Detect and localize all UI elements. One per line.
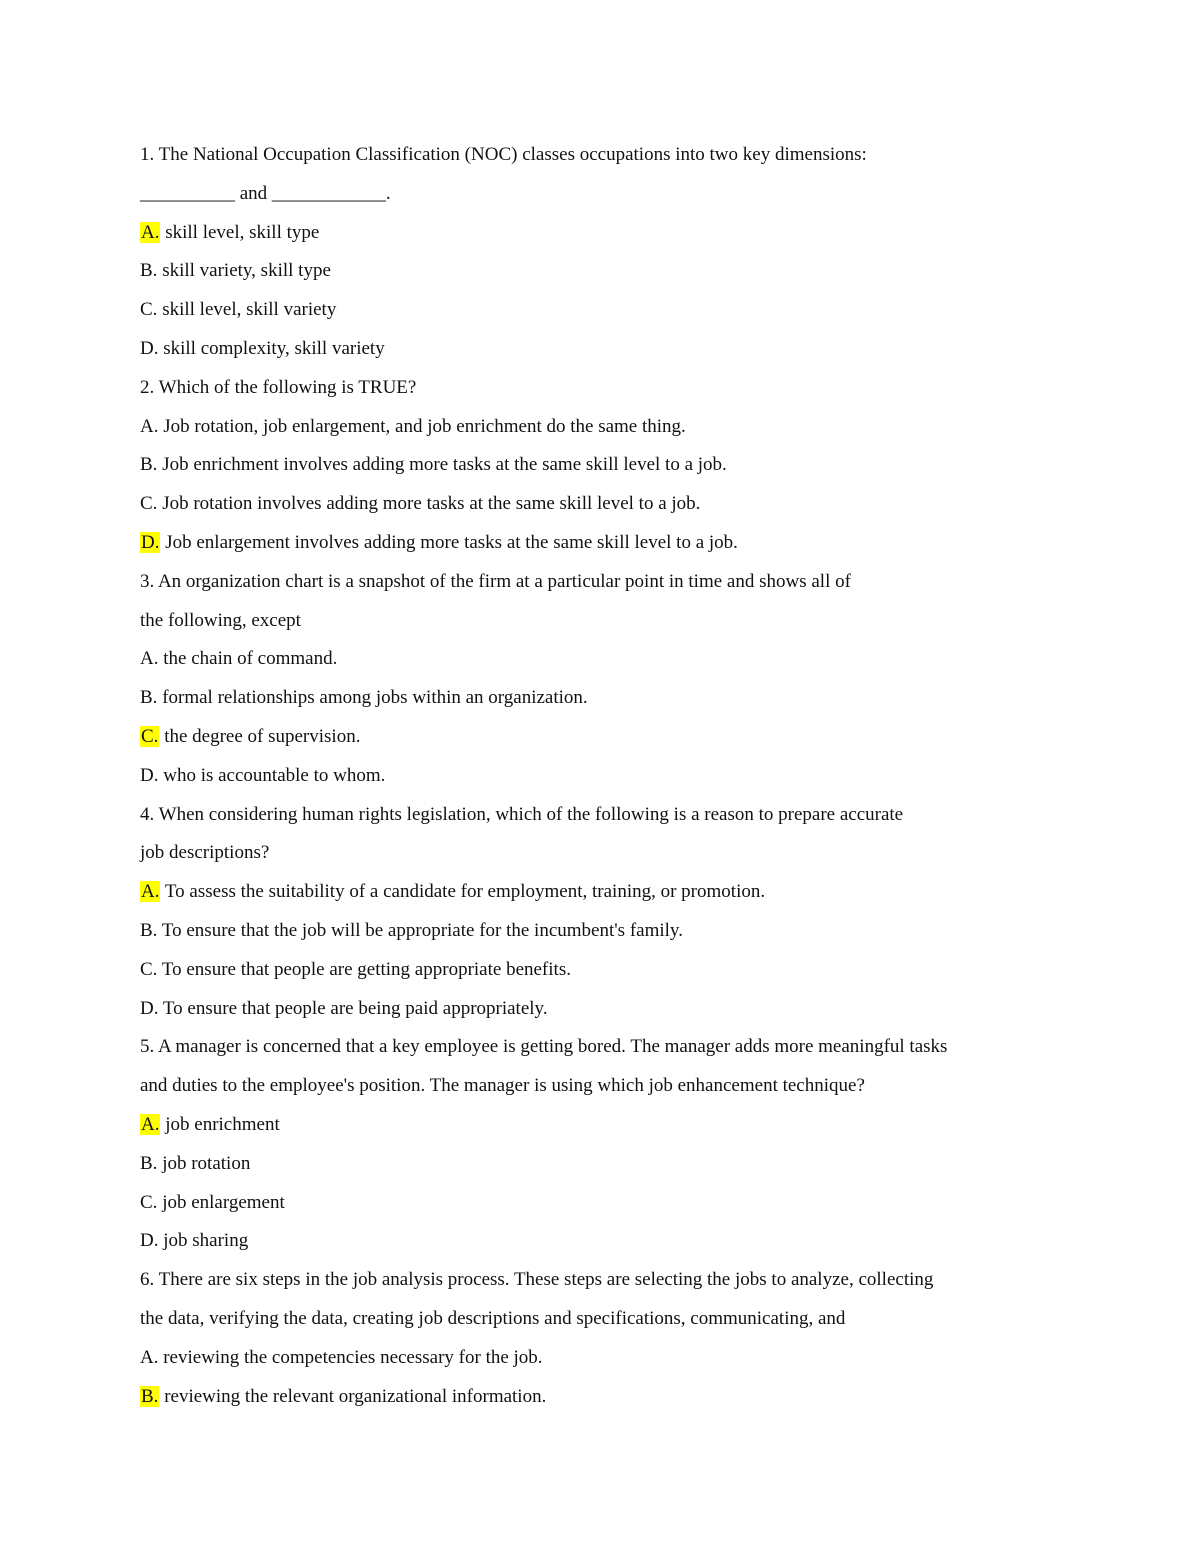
answer-letter-highlighted: A. xyxy=(141,881,160,903)
answer-option xyxy=(140,252,1080,291)
answer-option xyxy=(140,1106,1080,1145)
question-stem-line: 5. A manager is concerned that a key employee is getting bored. The manager adds more meaningful tasks xyxy=(140,1036,948,1058)
answer-text: skill variety, skill type xyxy=(157,260,331,282)
answer-option xyxy=(140,408,1080,447)
answer-letter: C. xyxy=(140,958,158,980)
answer-option xyxy=(140,446,1080,485)
answer-text: skill level, skill variety xyxy=(157,299,337,321)
answer-text: Job rotation, job enlargement, and job enrichment do the same thing. xyxy=(158,415,686,437)
question-stem-line: 6. There are six steps in the job analysis process. These steps are selecting the jobs to analyze, collecting xyxy=(140,1269,934,1291)
question-5 xyxy=(140,1028,1080,1261)
answer-text: job enlargement xyxy=(157,1191,285,1213)
question-stem-line: the following, except xyxy=(140,609,301,631)
answer-text: skill level, skill type xyxy=(160,221,320,243)
answer-option xyxy=(140,291,1080,330)
answer-letter: B. xyxy=(140,919,158,941)
answer-letter: C. xyxy=(140,493,158,515)
answer-option xyxy=(140,485,1080,524)
answer-option xyxy=(140,718,1080,757)
question-stem-line: 4. When considering human rights legislation, which of the following is a reason to prepare accurate xyxy=(140,803,904,825)
answer-text: To ensure that the job will be appropriate for the incumbent's family. xyxy=(157,919,683,941)
question-stem-line: job descriptions? xyxy=(140,842,270,864)
answer-option xyxy=(140,951,1080,990)
answer-option xyxy=(140,214,1080,253)
answer-letter: B. xyxy=(140,454,158,476)
question-6 xyxy=(140,1261,1080,1416)
answer-letter: D. xyxy=(140,337,159,359)
question-3 xyxy=(140,563,1080,796)
answer-text: Job enrichment involves adding more tasks at the same skill level to a job. xyxy=(157,454,727,476)
answer-text: formal relationships among jobs within an organization. xyxy=(157,687,588,709)
answer-option xyxy=(140,1378,1080,1417)
question-4 xyxy=(140,796,1080,1029)
answer-option xyxy=(140,679,1080,718)
answer-option xyxy=(140,1145,1080,1184)
answer-text: the degree of supervision. xyxy=(159,725,361,747)
answer-text: job enrichment xyxy=(160,1113,280,1135)
answer-letter: D. xyxy=(140,1230,159,1252)
answer-option xyxy=(140,330,1080,369)
answer-letter-highlighted: A. xyxy=(141,221,160,243)
question-2 xyxy=(140,369,1080,563)
answer-text: To assess the suitability of a candidate for employment, training, or promotion. xyxy=(160,881,766,903)
answer-letter: B. xyxy=(140,1152,158,1174)
answer-text: Job enlargement involves adding more tasks at the same skill level to a job. xyxy=(160,531,738,553)
answer-text: who is accountable to whom. xyxy=(158,764,386,786)
answer-letter: D. xyxy=(140,997,159,1019)
answer-letter-highlighted: D. xyxy=(141,531,160,553)
question-stem-line: the data, verifying the data, creating job descriptions and specifications, communicating, and xyxy=(140,1307,846,1329)
answer-option xyxy=(140,524,1080,563)
question-stem-line: __________ and ____________. xyxy=(140,182,391,204)
answer-option xyxy=(140,990,1080,1029)
answer-option xyxy=(140,640,1080,679)
answer-option xyxy=(140,1339,1080,1378)
answer-letter: C. xyxy=(140,299,158,321)
answer-letter: A. xyxy=(140,415,159,437)
question-1 xyxy=(140,136,1080,369)
answer-text: the chain of command. xyxy=(158,648,338,670)
answer-option xyxy=(140,912,1080,951)
answer-letter-highlighted: C. xyxy=(141,725,159,747)
answer-letter: D. xyxy=(140,764,159,786)
answer-option xyxy=(140,1184,1080,1223)
answer-letter-highlighted: A. xyxy=(141,1113,160,1135)
question-stem-line: 1. The National Occupation Classification (NOC) classes occupations into two key dimensions: xyxy=(140,144,867,165)
answer-text: skill complexity, skill variety xyxy=(158,337,385,359)
answer-text: To ensure that people are getting appropriate benefits. xyxy=(157,958,571,980)
answer-option xyxy=(140,1222,1080,1261)
question-stem-line: 2. Which of the following is TRUE? xyxy=(140,376,417,398)
answer-text: job sharing xyxy=(158,1230,249,1252)
answer-text: reviewing the relevant organizational information. xyxy=(159,1385,547,1407)
answer-letter: A. xyxy=(140,1346,159,1368)
answer-text: To ensure that people are being paid appropriately. xyxy=(158,997,548,1019)
answer-text: Job rotation involves adding more tasks at the same skill level to a job. xyxy=(157,493,701,515)
answer-letter: B. xyxy=(140,687,158,709)
answer-text: job rotation xyxy=(157,1152,251,1174)
answer-option xyxy=(140,873,1080,912)
answer-letter: A. xyxy=(140,648,159,670)
answer-option xyxy=(140,757,1080,796)
answer-text: reviewing the competencies necessary for the job. xyxy=(158,1346,543,1368)
question-stem-line: 3. An organization chart is a snapshot of the firm at a particular point in time and shows all of xyxy=(140,570,851,592)
answer-letter: B. xyxy=(140,260,158,282)
quiz-content xyxy=(140,136,1080,1416)
answer-letter-highlighted: B. xyxy=(141,1385,159,1407)
answer-letter: C. xyxy=(140,1191,158,1213)
question-stem-line: and duties to the employee's position. The manager is using which job enhancement technique? xyxy=(140,1075,865,1097)
